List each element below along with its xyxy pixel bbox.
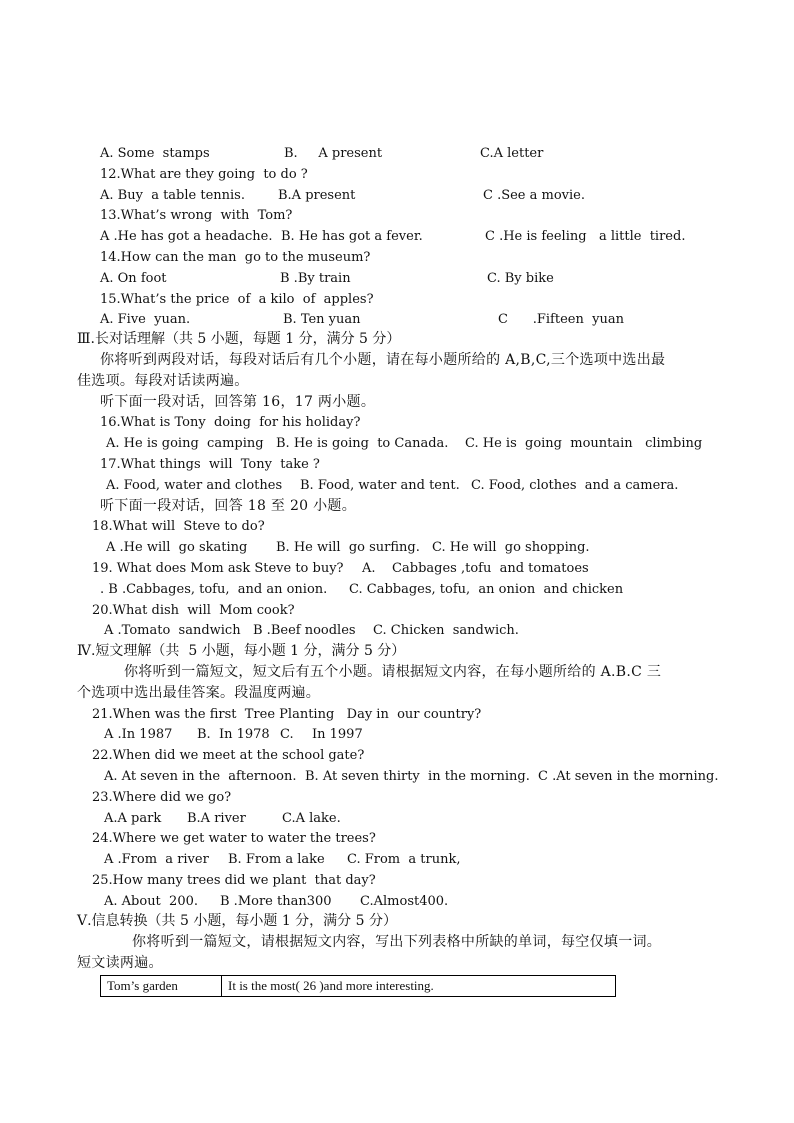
q17-opts-opt-1: B. Food, water and tent. <box>300 478 460 493</box>
q17: 17.What things will Tony take ? <box>100 457 320 472</box>
q16-opts-opt-0: A. He is going camping <box>106 436 264 451</box>
q15: 15.What’s the price of a kilo of apples? <box>100 292 374 307</box>
q13-opts-opt-2: C .He is feeling a little tired. <box>485 229 686 244</box>
q20-opts-opt-0: A .Tomato sandwich <box>104 623 241 638</box>
q19-opts-opt-0: . B .Cabbages, tofu, and an onion. <box>100 582 328 597</box>
q16-opts-opt-2: C. He is going mountain climbing <box>465 436 703 451</box>
q20-opts-opt-1: B .Beef noodles <box>253 623 356 638</box>
q18: 18.What will Steve to do? <box>92 519 265 534</box>
q24: 24.Where we get water to water the trees? <box>92 831 376 846</box>
q21-opts-opt-2: C. <box>280 727 294 742</box>
q15-opts-opt-2: C .Fifteen yuan <box>498 312 624 327</box>
q18-opts-opt-2: C. He will go shopping. <box>432 540 590 555</box>
q23-opts-opt-0: A.A park <box>104 811 162 826</box>
info-table <box>100 975 616 997</box>
q24-opts-opt-2: C. From a trunk, <box>347 852 461 867</box>
q17-opts-opt-0: A. Food, water and clothes <box>106 478 283 493</box>
q12-opts-opt-0: A. Buy a table tennis. <box>100 188 245 203</box>
sec4-instr2: 个选项中选出最佳答案。段温度两遍。 <box>77 685 321 701</box>
q13: 13.What’s wrong with Tom? <box>100 208 293 223</box>
q12-opts-opt-2: C .See a movie. <box>483 188 586 203</box>
q23-opts-opt-2: C.A lake. <box>282 811 341 826</box>
q15-opts-opt-1: B. Ten yuan <box>283 312 361 327</box>
q15-opts-opt-0: A. Five yuan. <box>100 312 191 327</box>
table-row <box>101 976 616 997</box>
q16: 16.What is Tony doing for his holiday? <box>100 415 361 430</box>
q18-opts-opt-1: B. He will go surfing. <box>276 540 420 555</box>
q22: 22.When did we meet at the school gate? <box>92 748 365 763</box>
q24-opts-opt-0: A .From a river <box>104 852 209 867</box>
q24-opts-opt-1: B. From a lake <box>228 852 325 867</box>
q21-opts-opt-3: In 1997 <box>312 727 363 742</box>
q21: 21.When was the first Tree Planting Day in our country? <box>92 707 482 722</box>
q14-opts-opt-2: C. By bike <box>487 271 554 286</box>
q19-opt-0: 19. What does Mom ask Steve to buy? <box>92 561 344 576</box>
sec4-title: Ⅳ.短文理解（共 5 小题，每小题 1 分，满分 5 分） <box>77 643 406 659</box>
sec3-title: Ⅲ.长对话理解（共 5 小题，每题 1 分，满分 5 分） <box>77 331 401 347</box>
sec3-dlg2: 听下面一段对话，回答 18 至 20 小题。 <box>100 498 357 514</box>
q22-opts-opt-1: B. At seven thirty in the morning. <box>305 769 530 784</box>
q11-opts-opt-1: B. A present <box>284 146 383 161</box>
q18-opts-opt-0: A .He will go skating <box>106 540 248 555</box>
q21-opts-opt-1: B. In 1978 <box>197 727 270 742</box>
sec3-dlg1: 听下面一段对话，回答第 16，17 两小题。 <box>100 394 376 410</box>
q11-opts-opt-2: C.A letter <box>480 146 544 161</box>
sec5-instr1: 你将听到一篇短文，请根据短文内容，写出下列表格中所缺的单词，每空仅填一词。 <box>132 934 662 950</box>
q22-opts-opt-2: C .At seven in the morning. <box>538 769 719 784</box>
q20-opts-opt-2: C. Chicken sandwich. <box>373 623 519 638</box>
q22-opts-opt-0: A. At seven in the afternoon. <box>104 769 297 784</box>
q14: 14.How can the man go to the museum? <box>100 250 371 265</box>
sec5-instr2: 短文读两遍。 <box>77 955 163 971</box>
q19-opt-1: A. Cabbages ,tofu and tomatoes <box>362 561 589 576</box>
sec3-instr1: 你将听到两段对话，每段对话后有几个小题，请在每小题所给的 A,B,C,三个选项中选出最 <box>100 352 666 368</box>
q14-opts-opt-1: B .By train <box>280 271 351 286</box>
q20: 20.What dish will Mom cook? <box>92 603 295 618</box>
sec5-title: Ⅴ.信息转换（共 5 小题，每小题 1 分，满分 5 分） <box>77 913 397 929</box>
q25-opts-opt-0: A. About 200. <box>104 894 198 909</box>
q11-opts-opt-0: A. Some stamps <box>100 146 210 161</box>
q25: 25.How many trees did we plant that day? <box>92 873 376 888</box>
q21-opts-opt-0: A .In 1987 <box>104 727 173 742</box>
sec3-instr2: 佳选项。每段对话读两遍。 <box>77 373 249 389</box>
sec4-instr1: 你将听到一篇短文，短文后有五个小题。请根据短文内容，在每小题所给的 A.B.C 三 <box>124 664 662 680</box>
q25-opts-opt-1: B .More than300 <box>220 894 332 909</box>
q23: 23.Where did we go? <box>92 790 232 805</box>
q16-opts-opt-1: B. He is going to Canada. <box>276 436 449 451</box>
q17-opts-opt-2: C. Food, clothes and a camera. <box>471 478 679 493</box>
q14-opts-opt-0: A. On foot <box>100 271 167 286</box>
table-cell-value: It is the most( 26 )and more interesting. <box>222 976 616 997</box>
q23-opts-opt-1: B.A river <box>187 811 246 826</box>
q12-opts-opt-1: B.A present <box>278 188 356 203</box>
q25-opts-opt-2: C.Almost400. <box>360 894 449 909</box>
q12: 12.What are they going to do ? <box>100 167 308 182</box>
q19-opts-opt-1: C. Cabbages, tofu, an onion and chicken <box>349 582 624 597</box>
table-cell-label: Tom’s garden <box>101 976 222 997</box>
q13-opts-opt-1: B. He has got a fever. <box>281 229 423 244</box>
q13-opts-opt-0: A .He has got a headache. <box>100 229 273 244</box>
